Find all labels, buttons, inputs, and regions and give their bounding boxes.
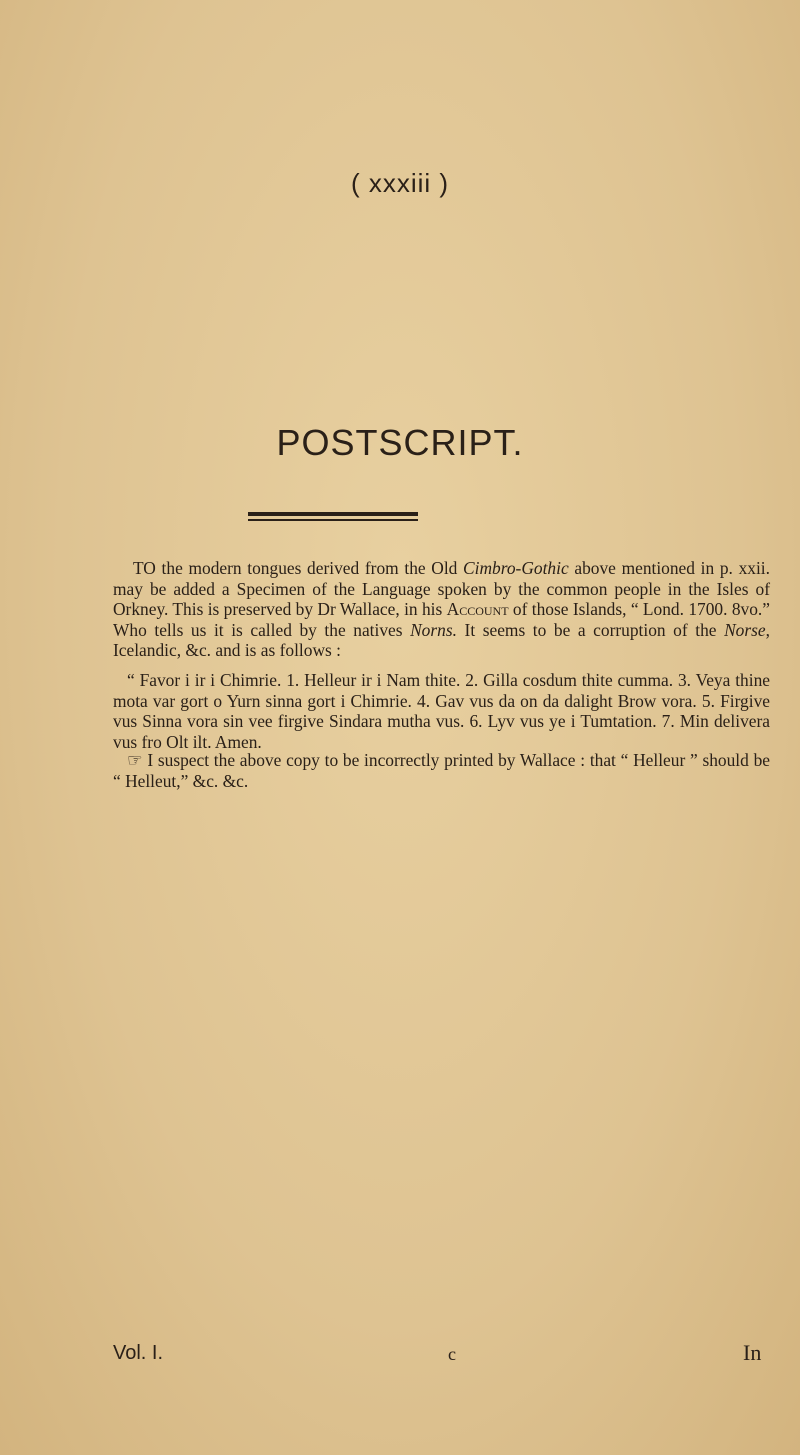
intro-text-1: TO the modern tongues derived from the Old (133, 558, 464, 578)
intro-text-2: above mentioned in p. xxii. may be added a Specimen of the Language spoken by the common people in the Isles of Orkney. This is preserved by Dr Wallace, in his (113, 558, 770, 620)
intro-text-5: , Icelandic, &c. and is as follows : (113, 619, 770, 661)
editorial-note: ☞ I suspect the above copy to be incorrectly printed by Wallace : that “ Helleur ” should be “ Helleut,” &c. &c. (113, 750, 770, 791)
catchword: In (743, 1340, 762, 1365)
norn-lords-prayer: “ Favor i ir i Chimrie. 1. Helleur ir i Nam thite. 2. Gilla cosdum thite cumma. 3. Veya thine mota var gort o Yurn sinna gort i Chimrie. 4. Gav vus da on da dalight Brow vora. 5. Firgive vus Sinna vora sin vee firgive Sindara mutha vus. 6. Lyv vus ye i Tumtation. 7. Min delivera vus fro Olt ilt. Amen. (113, 670, 770, 752)
term-norse: Norse (724, 619, 766, 640)
term-norns: Norns. (410, 619, 457, 640)
sheet-signature: c (448, 1344, 456, 1364)
title-rule-thick (248, 512, 418, 516)
term-cimbro-gothic: Cimbro-Gothic (463, 558, 569, 578)
intro-paragraph (113, 558, 770, 661)
page-number: ( xxxiii ) (350, 168, 450, 198)
volume-signature: Vol. I. (113, 1342, 164, 1364)
term-account: Account (446, 599, 509, 620)
page-title: POSTSCRIPT. (276, 422, 524, 463)
title-rule-thin (248, 519, 418, 521)
intro-text-3: of those Islands, “ Lond. 1700. 8vo.” Who tells us it is called by the natives (113, 599, 770, 640)
intro-text-4: It seems to be a corruption of the (456, 619, 725, 640)
